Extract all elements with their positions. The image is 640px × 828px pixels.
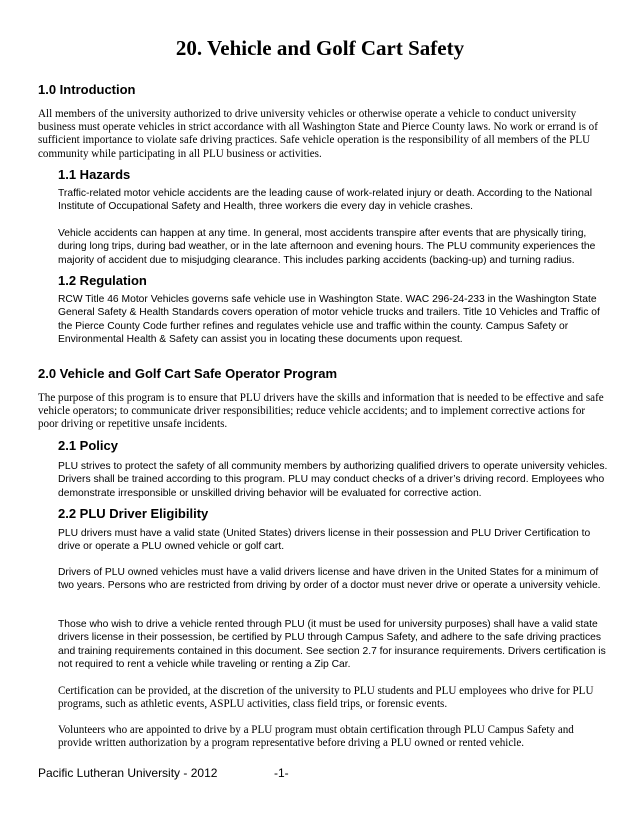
heading-driver-eligibility: 2.2 PLU Driver Eligibility: [58, 506, 209, 521]
eligibility-paragraph-4: Certification can be provided, at the discretion of the university to PLU students and PLU employees who drive for PLU programs, such as athletic events, ASPLU activities, class field trips, or forensic events.: [58, 685, 594, 711]
hazards-paragraph-1: Traffic-related motor vehicle accidents are the leading cause of work-related injury or death. According to the National Institute of Occupational Safety and Health, three workers die every day in vehicle crashes.: [58, 188, 593, 213]
heading-introduction: 1.0 Introduction: [38, 82, 136, 97]
footer-institution: Pacific Lutheran University - 2012: [38, 766, 218, 780]
eligibility-paragraph-1: PLU drivers must have a valid state (United States) drivers license in their possession and PLU Driver Certification to drive or operate a PLU owned vehicle or golf cart.: [58, 528, 591, 553]
operator-program-paragraph: The purpose of this program is to ensure that PLU drivers have the skills and information that is needed to be effective and safe vehicle operators; to communicate driver responsibilities; reduce vehicle accidents; and to implement corrective actions for poor driving or repetitive unsafe incidents.: [38, 392, 604, 431]
eligibility-paragraph-5: Volunteers who are appointed to drive by a PLU program must obtain certification through PLU Campus Safety and provide written authorization by a program representative before driving a PLU owned or rented vehicle.: [58, 724, 574, 750]
regulation-paragraph: RCW Title 46 Motor Vehicles governs safe vehicle use in Washington State. WAC 296-24-233 in the Washington State General Safety & Health Standards covers operation of motor vehicle trucks and trailers. Title 10 Vehicles and Traffic of the Pierce County Code further refines and regulates vehicle use and traffic within the county. Campus Safety or Environmental Health & Safety can assist you in locating these documents upon request.: [58, 294, 600, 345]
policy-paragraph: PLU strives to protect the safety of all community members by authorizing qualified drivers to operate university vehicles. Drivers shall be trained according to this program. PLU may conduct checks of a driver’s driving record. Employees who demonstrate irresponsible or unskilled driving behavior will be evaluated for corrective action.: [58, 461, 608, 499]
heading-regulation: 1.2 Regulation: [58, 273, 147, 288]
eligibility-paragraph-3: Those who wish to drive a vehicle rented through PLU (it must be used for university purposes) shall have a valid state drivers license in their possession, be certified by PLU through Campus Safety, and adhere to the safe driving practices and training requirements contained in this document. See section 2.7 for insurance requirements. Drivers certification is not required to rent a vehicle while traveling or renting a Zip Car.: [58, 619, 606, 670]
footer-page-number: -1-: [274, 766, 289, 780]
hazards-paragraph-2: Vehicle accidents can happen at any time. In general, most accidents transpire after events that are physically tiring, during long trips, during bad weather, or in the late afternoon and evening hours. The PLU community experiences the majority of accident due to misjudging clearance. This includes parking accidents (backing-up) and turning radius.: [58, 228, 596, 266]
heading-policy: 2.1 Policy: [58, 438, 118, 453]
heading-operator-program: 2.0 Vehicle and Golf Cart Safe Operator Program: [38, 366, 338, 381]
heading-hazards: 1.1 Hazards: [58, 167, 131, 182]
eligibility-paragraph-2: Drivers of PLU owned vehicles must have a valid drivers license and have driven in the United States for a minimum of two years. Persons who are restricted from driving by order of a doctor must never drive or operate a university vehicle.: [58, 567, 601, 592]
page-title: 20. Vehicle and Golf Cart Safety: [175, 36, 465, 60]
introduction-paragraph: All members of the university authorized to drive university vehicles or otherwise operate a vehicle to conduct university business must operate vehicles in strict accordance with all Washington State and Pierce County laws. No work or errand is of sufficient importance to violate safe driving practices. Safe vehicle operation is the responsibility of all members of the PLU community while participating in all PLU business or activities.: [38, 108, 598, 160]
